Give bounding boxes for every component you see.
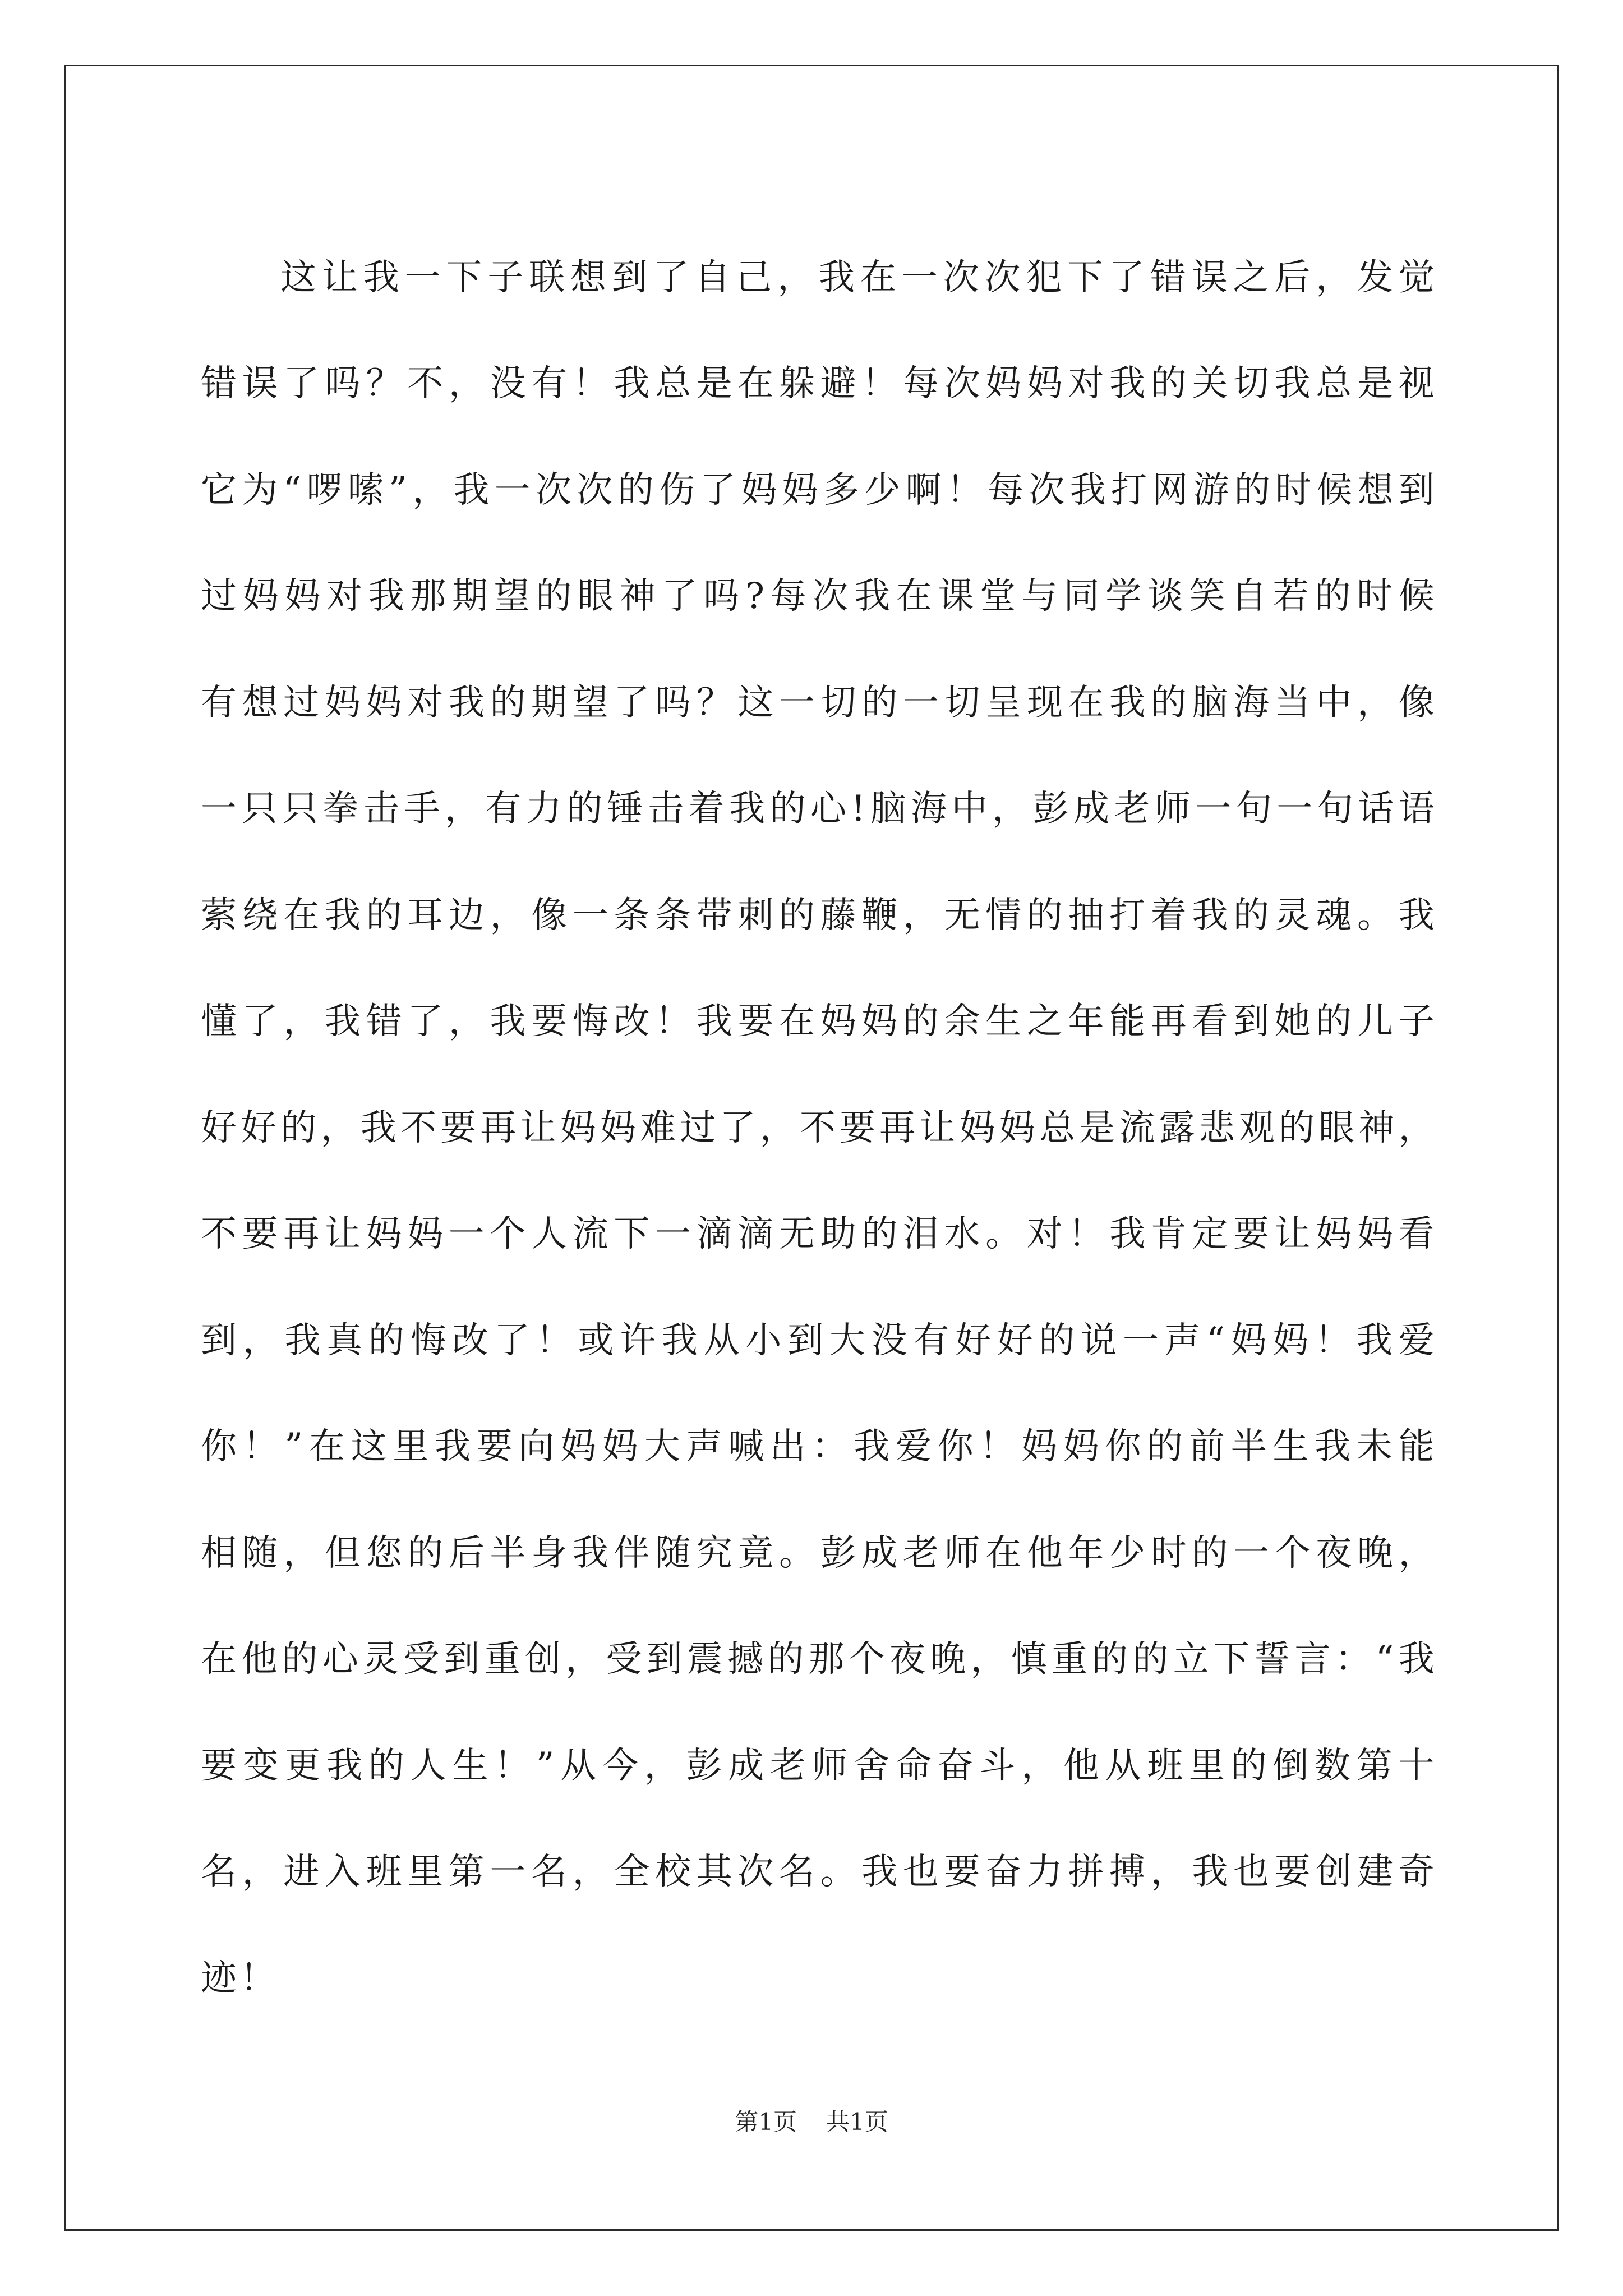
text-line: 有 想 过 妈 妈 对 我 的 期 望 了 吗 ？ 这 一 切 的 一 切 呈 现 在 我 的 脑 海 当 中 ， 像: [201, 682, 1435, 724]
text-line: 名 ， 进 入 班 里 第 一 名 ， 全 校 其 次 名 。 我 也 要 奋 力 拼 搏 ， 我 也 要 创 建 奇: [201, 1851, 1435, 1893]
page-footer: [0, 2104, 1623, 2137]
text-line: 一 只 只 拳 击 手 ， 有 力 的 锤 击 着 我 的 心 ! 脑 海 中 ， 彭 成 老 师 一 句 一 句 话 语: [201, 788, 1435, 830]
text-line: 过 妈 妈 对 我 那 期 望 的 眼 神 了 吗 ? 每 次 我 在 课 堂 与 同 学 谈 笑 自 若 的 时 候: [201, 576, 1435, 618]
text-line: 懂 了 ， 我 错 了 ， 我 要 悔 改 ！ 我 要 在 妈 妈 的 余 生 之 年 能 再 看 到 她 的 儿 子: [201, 1001, 1435, 1043]
text-line: 要 变 更 我 的 人 生 ！ ” 从 今 ， 彭 成 老 师 舍 命 奋 斗 ， 他 从 班 里 的 倒 数 第 十: [201, 1745, 1435, 1787]
text-line: 迹 ！: [201, 1957, 276, 1999]
text-line: 到 ， 我 真 的 悔 改 了 ！ 或 许 我 从 小 到 大 没 有 好 好 的 说 一 声 “ 妈 妈 ！ 我 爱: [201, 1319, 1435, 1361]
text-line: 在 他 的 心 灵 受 到 重 创 ， 受 到 震 撼 的 那 个 夜 晚 ， 慎 重 的 的 立 下 誓 言 ： “ 我: [201, 1639, 1435, 1681]
page-total: 共1页: [826, 2108, 888, 2136]
text-line: 这 让 我 一 下 子 联 想 到 了 自 己 ， 我 在 一 次 次 犯 下 了 错 误 之 后 ， 发 觉: [280, 256, 1435, 298]
page-number: 第1页: [735, 2108, 797, 2136]
text-line: 好 好 的 ， 我 不 要 再 让 妈 妈 难 过 了 ， 不 要 再 让 妈 妈 总 是 流 露 悲 观 的 眼 神 ，: [201, 1107, 1435, 1149]
text-line: 相 随 ， 但 您 的 后 半 身 我 伴 随 究 竟 。 彭 成 老 师 在 他 年 少 时 的 一 个 夜 晚 ，: [201, 1532, 1435, 1574]
text-line: 它 为 “ 啰 嗦 ” ， 我 一 次 次 的 伤 了 妈 妈 多 少 啊 ！ 每 次 我 打 网 游 的 时 候 想 到: [201, 469, 1435, 511]
text-line: 萦 绕 在 我 的 耳 边 ， 像 一 条 条 带 刺 的 藤 鞭 ， 无 情 的 抽 打 着 我 的 灵 魂 。 我: [201, 894, 1435, 936]
body-text: [201, 224, 1435, 2032]
text-line: 不 要 再 让 妈 妈 一 个 人 流 下 一 滴 滴 无 助 的 泪 水 。 对 ！ 我 肯 定 要 让 妈 妈 看: [201, 1213, 1435, 1255]
text-line: 你 ！ ” 在 这 里 我 要 向 妈 妈 大 声 喊 出 ： 我 爱 你 ！ 妈 妈 你 的 前 半 生 我 未 能: [201, 1426, 1435, 1468]
text-line: 错 误 了 吗 ？ 不 ， 没 有 ！ 我 总 是 在 躲 避 ！ 每 次 妈 妈 对 我 的 关 切 我 总 是 视: [201, 363, 1435, 405]
